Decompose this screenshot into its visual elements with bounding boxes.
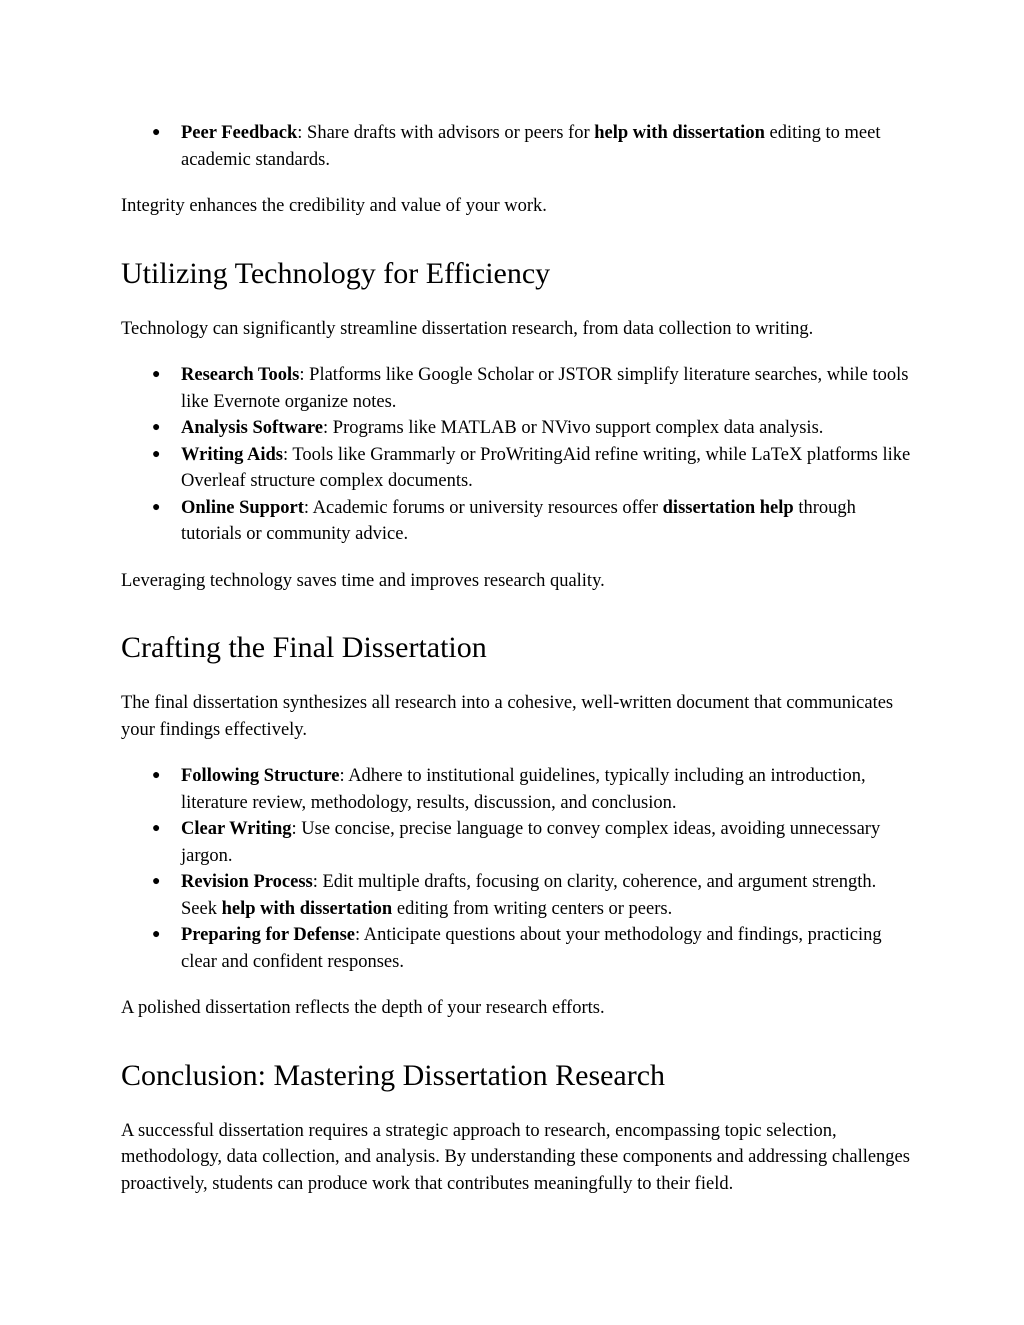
peer-feedback-list: [121, 120, 911, 173]
item-text: : Platforms like Google Scholar or JSTOR simplify literature searches, while tools like Evernote organize notes.: [181, 365, 909, 412]
document-page: [121, 120, 911, 1197]
list-item: [121, 495, 911, 548]
list-item: [121, 442, 911, 495]
item-text: : Adhere to institutional guidelines, typically including an introduction, literature review, methodology, results, discussion, and conclusion.: [181, 766, 866, 813]
item-emphasis: help with dissertation: [594, 123, 765, 143]
item-text: editing from writing centers or peers.: [392, 898, 673, 919]
item-term: Following Structure: [181, 766, 340, 786]
bullet-icon: ●: [152, 125, 161, 140]
item-term: Peer Feedback: [181, 123, 298, 143]
section-outro: Leveraging technology saves time and improves research quality.: [121, 570, 605, 591]
bullet-icon: ●: [152, 499, 161, 515]
item-emphasis: dissertation help: [662, 497, 794, 518]
item-text: : Share drafts with advisors or peers for: [297, 123, 595, 143]
item-text: : Use concise, precise language to convey complex ideas, avoiding unnecessary jargon.: [181, 819, 881, 866]
list-item: [121, 362, 911, 415]
item-text: : Anticipate questions about your methodology and findings, practicing clear and confident responses.: [181, 925, 882, 972]
bullet-icon: ●: [152, 768, 161, 783]
bullet-icon: ●: [152, 927, 161, 942]
section-intro: The final dissertation synthesizes all research into a cohesive, well-written document that communicates your findings effectively.: [121, 693, 894, 740]
bullet-icon: ●: [152, 874, 161, 889]
section-heading-final-dissertation: Crafting the Final Dissertation: [121, 631, 487, 664]
item-emphasis: help with dissertation: [221, 898, 393, 919]
list-item: [121, 120, 911, 173]
item-text: : Programs like MATLAB or NVivo support complex data analysis.: [323, 418, 824, 438]
item-term: Research Tools: [181, 365, 300, 385]
list-item: [121, 763, 911, 816]
section-intro: Technology can significantly streamline dissertation research, from data collection to writing.: [121, 318, 814, 339]
final-dissertation-list: [121, 763, 911, 975]
list-item: [121, 869, 911, 922]
bullet-icon: ●: [152, 367, 161, 382]
item-term: Clear Writing: [181, 819, 292, 839]
technology-list: [121, 362, 911, 548]
conclusion-paragraph: A successful dissertation requires a strategic approach to research, encompassing topic selection, methodology, data collection, and analysis. By understanding these components and addressing challenges proactively, students can produce work that contributes meaningfully to their field.: [121, 1120, 910, 1194]
integrity-paragraph: Integrity enhances the credibility and value of your work.: [121, 196, 547, 216]
item-text: : Academic forums or university resources offer: [303, 497, 663, 518]
item-text: editing to meet academic standards.: [181, 123, 881, 170]
item-term: Writing Aids: [181, 444, 283, 465]
list-item: [121, 816, 911, 869]
item-term: Online Support: [181, 497, 304, 518]
item-term: Analysis Software: [181, 418, 324, 438]
list-item: [121, 922, 911, 975]
bullet-icon: ●: [152, 420, 161, 435]
section-heading-technology: Utilizing Technology for Efficiency: [121, 256, 551, 290]
bullet-icon: ●: [152, 446, 161, 462]
bullet-icon: ●: [152, 821, 161, 836]
item-text: : Tools like Grammarly or ProWritingAid refine writing, while LaTeX platforms like Overleaf structure complex documents.: [181, 444, 911, 491]
list-item: [121, 415, 911, 442]
section-heading-conclusion: Conclusion: Mastering Dissertation Research: [121, 1058, 666, 1092]
item-text: : Edit multiple drafts, focusing on clarity, coherence, and argument strength. Seek: [181, 872, 877, 919]
item-term: Preparing for Defense: [181, 925, 355, 945]
item-text: through tutorials or community advice.: [181, 497, 856, 544]
section-outro: A polished dissertation reflects the depth of your research efforts.: [121, 998, 605, 1018]
item-term: Revision Process: [181, 872, 313, 892]
